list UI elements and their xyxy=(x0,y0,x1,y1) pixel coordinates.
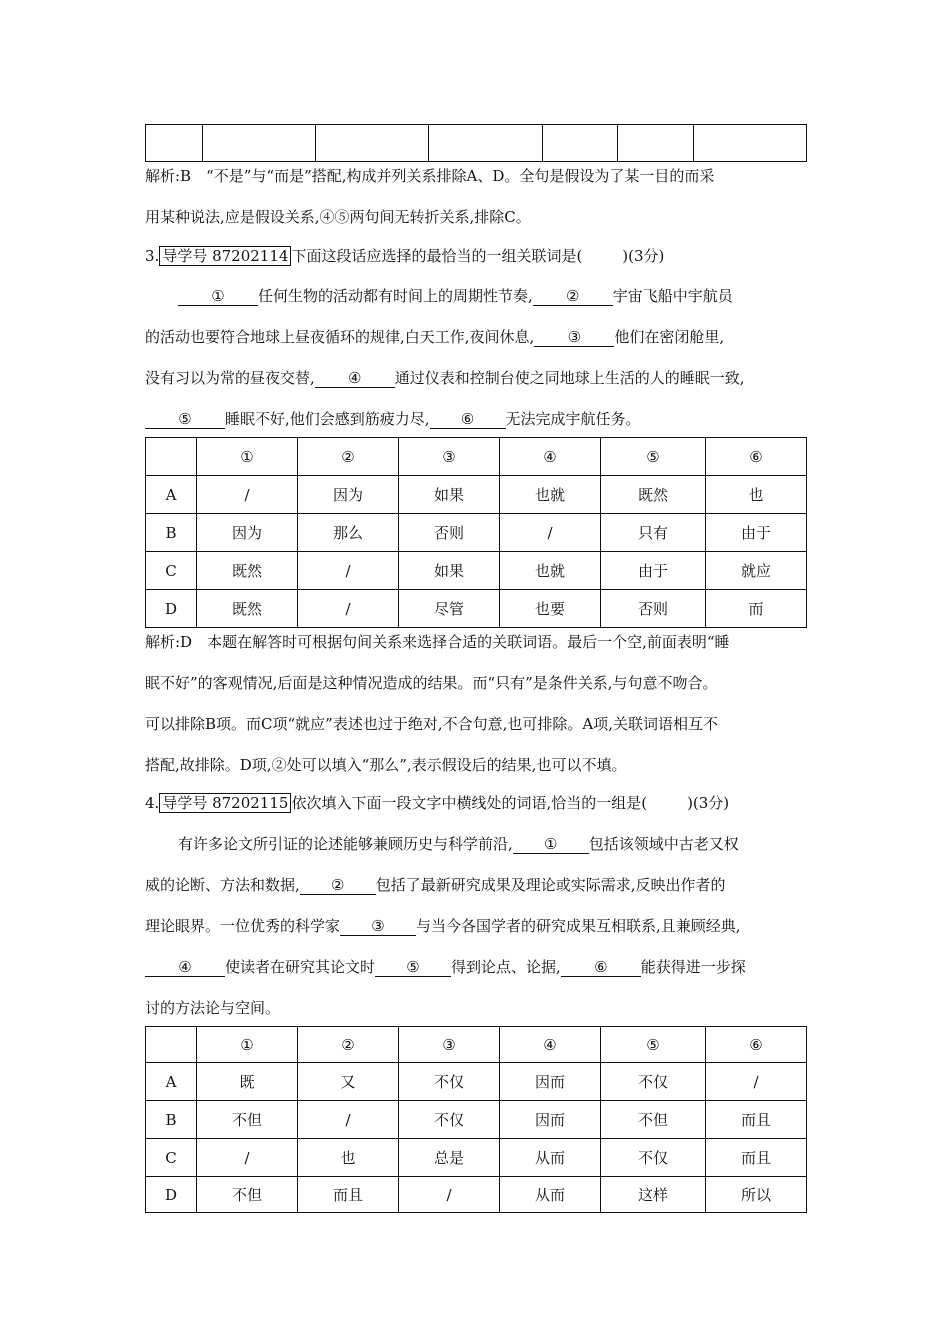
table-row: C 既然 / 如果 也就 由于 就应 xyxy=(146,552,807,590)
guide-code-box: 导学号 87202114 xyxy=(159,246,291,266)
blank-3: ③ xyxy=(340,917,416,936)
blank-3: ③ xyxy=(534,328,614,347)
blank-2: ② xyxy=(533,287,613,306)
q4-paragraph-line1: 有许多论文所引证的论述能够兼顾历史与科学前沿, ① 包括该领域中古老又权 xyxy=(178,835,739,853)
q4-paragraph-line2: 威的论断、方法和数据, ② 包括了最新研究成果及理论或实际需求,反映出作者的 xyxy=(145,876,726,894)
blank-5: ⑤ xyxy=(145,410,225,429)
blank-6: ⑥ xyxy=(430,410,506,429)
table-header-row: ① ② ③ ④ ⑤ ⑥ xyxy=(146,1027,807,1063)
analysis-q2-line2: 用某种说法,应是假设关系,④⑤两句间无转折关系,排除C。 xyxy=(145,208,531,226)
q3-paragraph-line4: ⑤ 睡眠不好,他们会感到筋疲力尽, ⑥ 无法完成宇航任务。 xyxy=(145,409,641,429)
guide-code-box: 导学号 87202115 xyxy=(159,793,291,813)
table-row: B 因为 那么 否则 / 只有 由于 xyxy=(146,514,807,552)
table-row: D 不但 而且 / 从而 这样 所以 xyxy=(146,1177,807,1213)
blank-5: ⑤ xyxy=(375,958,451,977)
q3-paragraph-line1: ① 任何生物的活动都有时间上的周期性节奏, ② 宇宙飞船中宇航员 xyxy=(178,286,733,306)
table-row: A / 因为 如果 也就 既然 也 xyxy=(146,476,807,514)
blank-1: ① xyxy=(178,287,258,306)
blank-1: ① xyxy=(513,835,589,854)
q4-paragraph-line5: 讨的方法论与空间。 xyxy=(145,999,281,1017)
q4-options-table xyxy=(145,1026,807,1213)
analysis-q3-line1: 解析:D 本题在解答时可根据句间关系来选择合适的关联词语。最后一个空,前面表明“睡 xyxy=(145,633,730,651)
analysis-q3-line2: 眠不好”的客观情况,后面是这种情况造成的结果。而“只有”是条件关系,与句意不吻合。 xyxy=(145,674,718,692)
table-row: D 既然 / 尽管 也要 否则 而 xyxy=(146,590,807,628)
table-row: B 不但 / 不仅 因而 不但 而且 xyxy=(146,1101,807,1139)
table-header-row: ① ② ③ ④ ⑤ ⑥ xyxy=(146,438,807,476)
blank-6: ⑥ xyxy=(561,958,641,977)
q4-paragraph-line3: 理论眼界。一位优秀的科学家 ③ 与当今各国学者的研究成果互相联系,且兼顾经典, xyxy=(145,917,741,935)
question-4-stem: 4. 导学号 87202115 依次填入下面一段文字中横线处的词语,恰当的一组是( )(3分) xyxy=(145,794,730,812)
q4-paragraph-line4: ④ 使读者在研究其论文时 ⑤ 得到论点、论据, ⑥ 能获得进一步探 xyxy=(145,957,746,977)
blank-4: ④ xyxy=(315,369,395,388)
analysis-q3-line3: 可以排除B项。而C项“就应”表述也过于绝对,不合句意,也可排除。A项,关联词语相互不 xyxy=(145,715,718,733)
blank-4: ④ xyxy=(145,958,225,977)
q3-options-table xyxy=(145,437,807,628)
table-row xyxy=(146,125,807,162)
analysis-q3-line4: 搭配,故排除。D项,②处可以填入“那么”,表示假设后的结果,也可以不填。 xyxy=(145,756,627,774)
blank-2: ② xyxy=(300,876,376,895)
table-row: A 既 又 不仅 因而 不仅 / xyxy=(146,1063,807,1101)
q3-paragraph-line2: 的活动也要符合地球上昼夜循环的规律,白天工作,夜间休息, ③ 他们在密闭舱里, xyxy=(145,328,725,346)
question-3-stem: 3. 导学号 87202114 下面这段话应选择的最恰当的一组关联词是( )(3分) xyxy=(145,247,665,265)
analysis-q2-line1: 解析:B “不是”与“而是”搭配,构成并列关系排除A、D。全句是假设为了某一目的而采 xyxy=(145,167,715,185)
previous-answer-table xyxy=(145,124,807,162)
q3-paragraph-line3: 没有习以为常的昼夜交替, ④ 通过仪表和控制台使之同地球上生活的人的睡眠一致, xyxy=(145,369,745,387)
table-row: C / 也 总是 从而 不仅 而且 xyxy=(146,1139,807,1177)
